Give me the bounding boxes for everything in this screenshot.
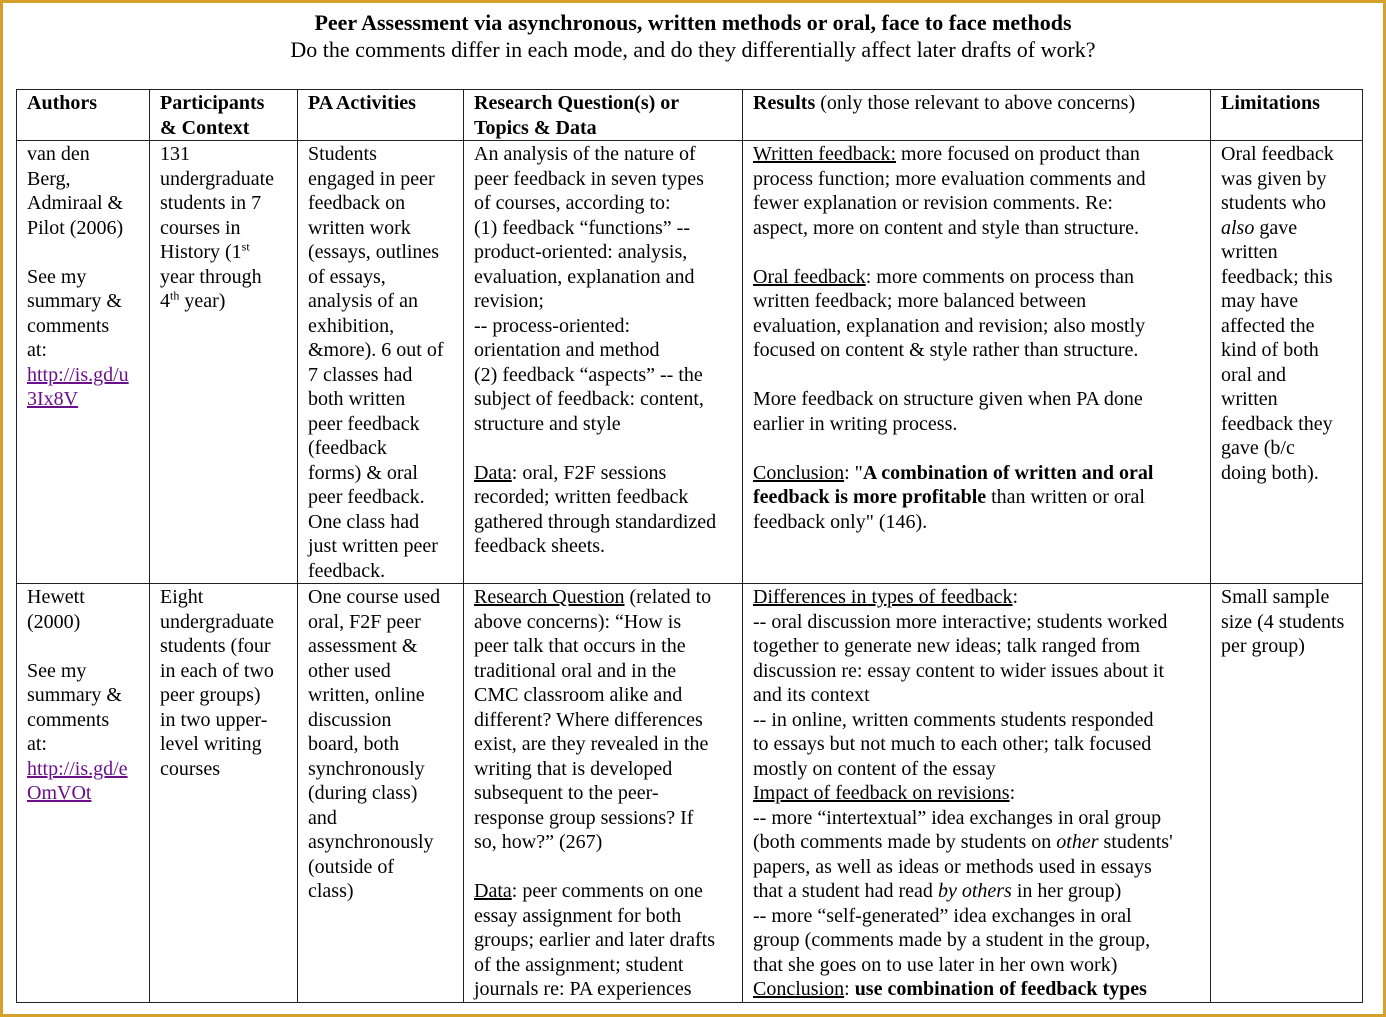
results-emphasis: by others (937, 880, 1012, 902)
header-results-label: Results (753, 92, 816, 114)
ordinal-suffix: st (241, 239, 250, 254)
header-authors: Authors (17, 90, 150, 141)
header-limitations: Limitations (1211, 90, 1363, 141)
participants-text: 131 undergraduate students in 7 courses in History (1 (160, 143, 275, 263)
cell-authors (17, 141, 150, 584)
cell-limitations: Small sample size (4 students per group) (1211, 584, 1363, 1003)
research-question-label: Research Question (474, 586, 625, 608)
results-text: : " (844, 461, 863, 484)
data-label: Data (474, 880, 512, 902)
conclusion-label: Conclusion (753, 978, 845, 1000)
summary-link[interactable]: http://is.gd/u 3Ix8V (27, 363, 129, 410)
peer-assessment-table (16, 89, 1363, 1003)
header-participants: Participants & Context (150, 90, 298, 141)
authors-text: Hewett (2000) See my summary & comments at: (27, 586, 122, 755)
header-results (743, 90, 1211, 141)
results-text: : -- oral discussion more interactive; students worked together to generate new ideas; talk ranged from discussion re: essay content to wider issues about it and its context -- in online, written comments students responded to essays but not much to each other; talk focused mostly on content of the essay (753, 586, 1168, 780)
results-text: students' papers, as well as ideas or methods used in essays that a student had read (753, 831, 1173, 902)
cell-activities: Students engaged in peer feedback on written work (essays, outlines of essays, analysis of an exhibition, &more). 6 out of 7 classes had both written peer feedback (feedback forms) & oral peer feedback. One class had just written peer feedback. (298, 141, 464, 584)
cell-authors (17, 584, 150, 1003)
conclusion-emphasis: A combination of written and oral feedback is more profitable (753, 461, 1154, 508)
written-feedback-label: Written feedback: (753, 143, 897, 165)
results-emphasis: other (1056, 831, 1099, 853)
impact-label: Impact of feedback on revisions (753, 782, 1010, 804)
cell-limitations (1211, 141, 1363, 584)
results-text: : more comments on process than written feedback; more balanced between evaluation, explanation and revision; also mostly focused on content & style rather than structure. More feedback on structure given when PA done earlier in writing process. (753, 265, 1146, 435)
conclusion-label: Conclusion (753, 461, 845, 484)
header-results-note: (only those relevant to above concerns) (815, 92, 1136, 114)
ordinal-suffix: th (170, 288, 180, 303)
cell-results (743, 584, 1211, 1003)
table-header-row (17, 90, 1363, 141)
conclusion-emphasis: use combination of feedback types (854, 978, 1147, 1000)
results-text: more focused on product than process function; more evaluation comments and fewer explanation or revision comments. Re: aspect, more on content and style than structure. (753, 143, 1146, 239)
oral-feedback-label: Oral feedback (753, 265, 866, 288)
participants-text: year through 4 (160, 265, 262, 312)
limitations-text: Oral feedback was given by students who (1221, 143, 1334, 214)
results-text: than written or oral feedback only" (146). (753, 486, 1145, 533)
results-text: : -- more “intertextual” idea exchanges in oral group (both comments made by students on (753, 782, 1162, 853)
cell-research (464, 141, 743, 584)
research-text: An analysis of the nature of peer feedback in seven types of courses, according to: (1) feedback “functions” -- product-oriented: analysis, evaluation, explanation and revision; -- process-oriented: orientation and method (2) feedback “aspects” -- the subject of feedback: content, structure and style (474, 143, 704, 435)
participants-text: year) (179, 290, 226, 312)
summary-link[interactable]: http://is.gd/e OmVOt (27, 757, 128, 804)
limitations-emphasis: also (1221, 216, 1255, 239)
research-text: : peer comments on one essay assignment for both groups; earlier and later drafts of the assignment; student journals re: PA experiences (474, 880, 716, 1000)
cell-participants: Eight undergraduate students (four in each of two peer groups) in two upper- level writing courses (150, 584, 298, 1003)
document-title: Peer Assessment via asynchronous, written methods or oral, face to face methods (314, 10, 1072, 35)
research-text: (related to above concerns): “How is peer talk that occurs in the traditional oral and in the CMC classroom alike and different? Where differences exist, are they revealed in the writing that is developed subsequent to the peer- response group sessions? If so, how?” (267) (474, 586, 712, 853)
cell-results (743, 141, 1211, 584)
results-text: : (844, 978, 855, 1000)
results-text: in her group) -- more “self-generated” idea exchanges in oral group (comments made by a student in the group, that she goes on to use later in her own work) (753, 880, 1151, 976)
header-research: Research Question(s) or Topics & Data (464, 90, 743, 141)
document-subtitle: Do the comments differ in each mode, and do they differentially affect later drafts of work? (290, 37, 1096, 62)
differences-label: Differences in types of feedback (753, 586, 1013, 608)
table-row (17, 584, 1363, 1003)
limitations-text: gave written feedback; this may have affected the kind of both oral and written feedback they gave (b/c doing both). (1221, 216, 1333, 484)
data-label: Data (474, 461, 512, 484)
cell-participants (150, 141, 298, 584)
cell-activities: One course used oral, F2F peer assessment & other used written, online discussion board, both synchronously (during class) and asynchronously (outside of class) (298, 584, 464, 1003)
cell-research (464, 584, 743, 1003)
table-row (17, 141, 1363, 584)
research-text: : oral, F2F sessions recorded; written feedback gathered through standardized feedback sheets. (474, 461, 717, 557)
authors-text: van den Berg, Admiraal & Pilot (2006) See my summary & comments at: (27, 143, 124, 361)
header-activities: PA Activities (298, 90, 464, 141)
